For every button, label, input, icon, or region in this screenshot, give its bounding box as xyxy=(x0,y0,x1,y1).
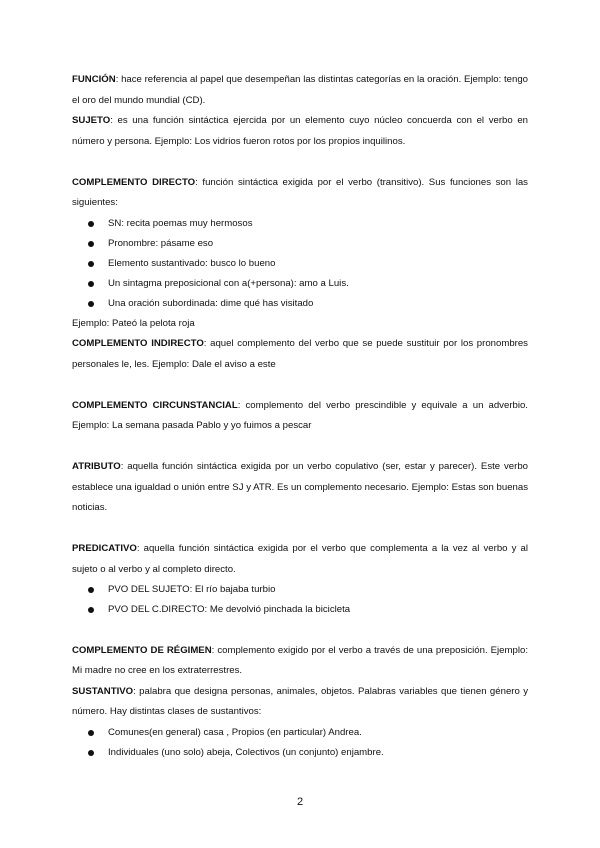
bullet-icon xyxy=(88,301,94,307)
funcion-text: : hace referencia al papel que desempeñan las distintas categorías en la oración. Ejemplo: tengo el oro del mundo mundial (CD). xyxy=(72,74,528,106)
sustantivo-list xyxy=(72,723,528,763)
bullet-icon xyxy=(88,730,94,736)
list-item: PVO DEL C.DIRECTO: Me devolvió pinchada la bicicleta xyxy=(72,600,528,620)
sustantivo-definition xyxy=(72,682,528,723)
cc-text: : complemento del verbo prescindible y equivale a un adverbio. Ejemplo: La semana pasada Pablo y yo fuimos a pescar xyxy=(72,399,528,431)
list-item: Una oración subordinada: dime qué has visitado xyxy=(72,294,528,314)
cc-term: COMPLEMENTO CIRCUNSTANCIAL xyxy=(72,399,238,411)
cc-definition xyxy=(72,396,528,437)
sujeto-definition xyxy=(72,111,528,152)
sustantivo-term: SUSTANTIVO xyxy=(72,685,134,697)
document-page xyxy=(72,70,528,763)
cd-list xyxy=(72,214,528,314)
bullet-icon xyxy=(88,587,94,593)
list-item: SN: recita poemas muy hermosos xyxy=(72,214,528,234)
bullet-icon xyxy=(88,261,94,267)
bullet-icon xyxy=(88,750,94,756)
sustantivo-text: : palabra que designa personas, animales, objetos. Palabras variables que tienen género y número. Hay distintas clases de sustantivos: xyxy=(72,685,528,717)
predicativo-term: PREDICATIVO xyxy=(72,543,137,554)
funcion-term: FUNCIÓN xyxy=(72,74,116,85)
list-item: Individuales (uno solo) abeja, Colectivos (un conjunto) enjambre. xyxy=(72,743,528,763)
sujeto-term: SUJETO xyxy=(72,115,111,126)
list-item: Elemento sustantivado: busco lo bueno xyxy=(72,254,528,274)
regimen-term: COMPLEMENTO DE RÉGIMEN xyxy=(72,644,212,656)
list-item: Un sintagma preposicional con a(+persona): amo a Luis. xyxy=(72,274,528,294)
cd-example: Ejemplo: Pateó la pelota roja xyxy=(72,317,195,329)
predicativo-definition xyxy=(72,539,528,580)
list-item: Comunes(en general) casa , Propios (en particular) Andrea. xyxy=(72,723,528,743)
sujeto-text: : es una función sintáctica ejercida por un elemento cuyo núcleo concuerda con el verbo en número y persona. Ejemplo: Los vidrios fueron rotos por los propios inquilinos. xyxy=(72,115,528,147)
funcion-definition xyxy=(72,70,528,111)
regimen-definition xyxy=(72,641,528,682)
bullet-icon xyxy=(88,281,94,287)
ci-text: : aquel complemento del verbo que se puede sustituir por los pronombres personales le, les. Ejemplo: Dale el aviso a este xyxy=(72,338,528,370)
cd-term: COMPLEMENTO DIRECTO xyxy=(72,176,196,188)
atributo-definition xyxy=(72,457,528,519)
bullet-icon xyxy=(88,221,94,227)
atributo-text: : aquella función sintáctica exigida por un verbo copulativo (ser, estar y parecer). Este verbo establece una igualdad o unión entre SJ y ATR. Es un complemento necesario. Ejemplo: Estas son buenas noticias. xyxy=(72,461,528,513)
predicativo-list xyxy=(72,580,528,620)
list-item: PVO DEL SUJETO: El río bajaba turbio xyxy=(72,580,528,600)
page-number: 2 xyxy=(296,796,304,808)
regimen-text: : complemento exigido por el verbo a través de una preposición. Ejemplo: Mi madre no cree en los extraterrestres. xyxy=(72,644,528,676)
bullet-icon xyxy=(88,241,94,247)
atributo-term: ATRIBUTO xyxy=(72,461,121,472)
ci-definition xyxy=(72,334,528,375)
cd-definition xyxy=(72,173,528,214)
ci-term: COMPLEMENTO INDIRECTO xyxy=(72,338,204,349)
cd-text: : función sintáctica exigida por el verbo (transitivo). Sus funciones son las siguientes: xyxy=(72,176,528,208)
predicativo-text: : aquella función sintáctica exigida por el verbo que complementa a la vez al verbo y al sujeto o al verbo y al completo directo. xyxy=(72,543,528,575)
list-item: Pronombre: pásame eso xyxy=(72,234,528,254)
bullet-icon xyxy=(88,607,94,613)
